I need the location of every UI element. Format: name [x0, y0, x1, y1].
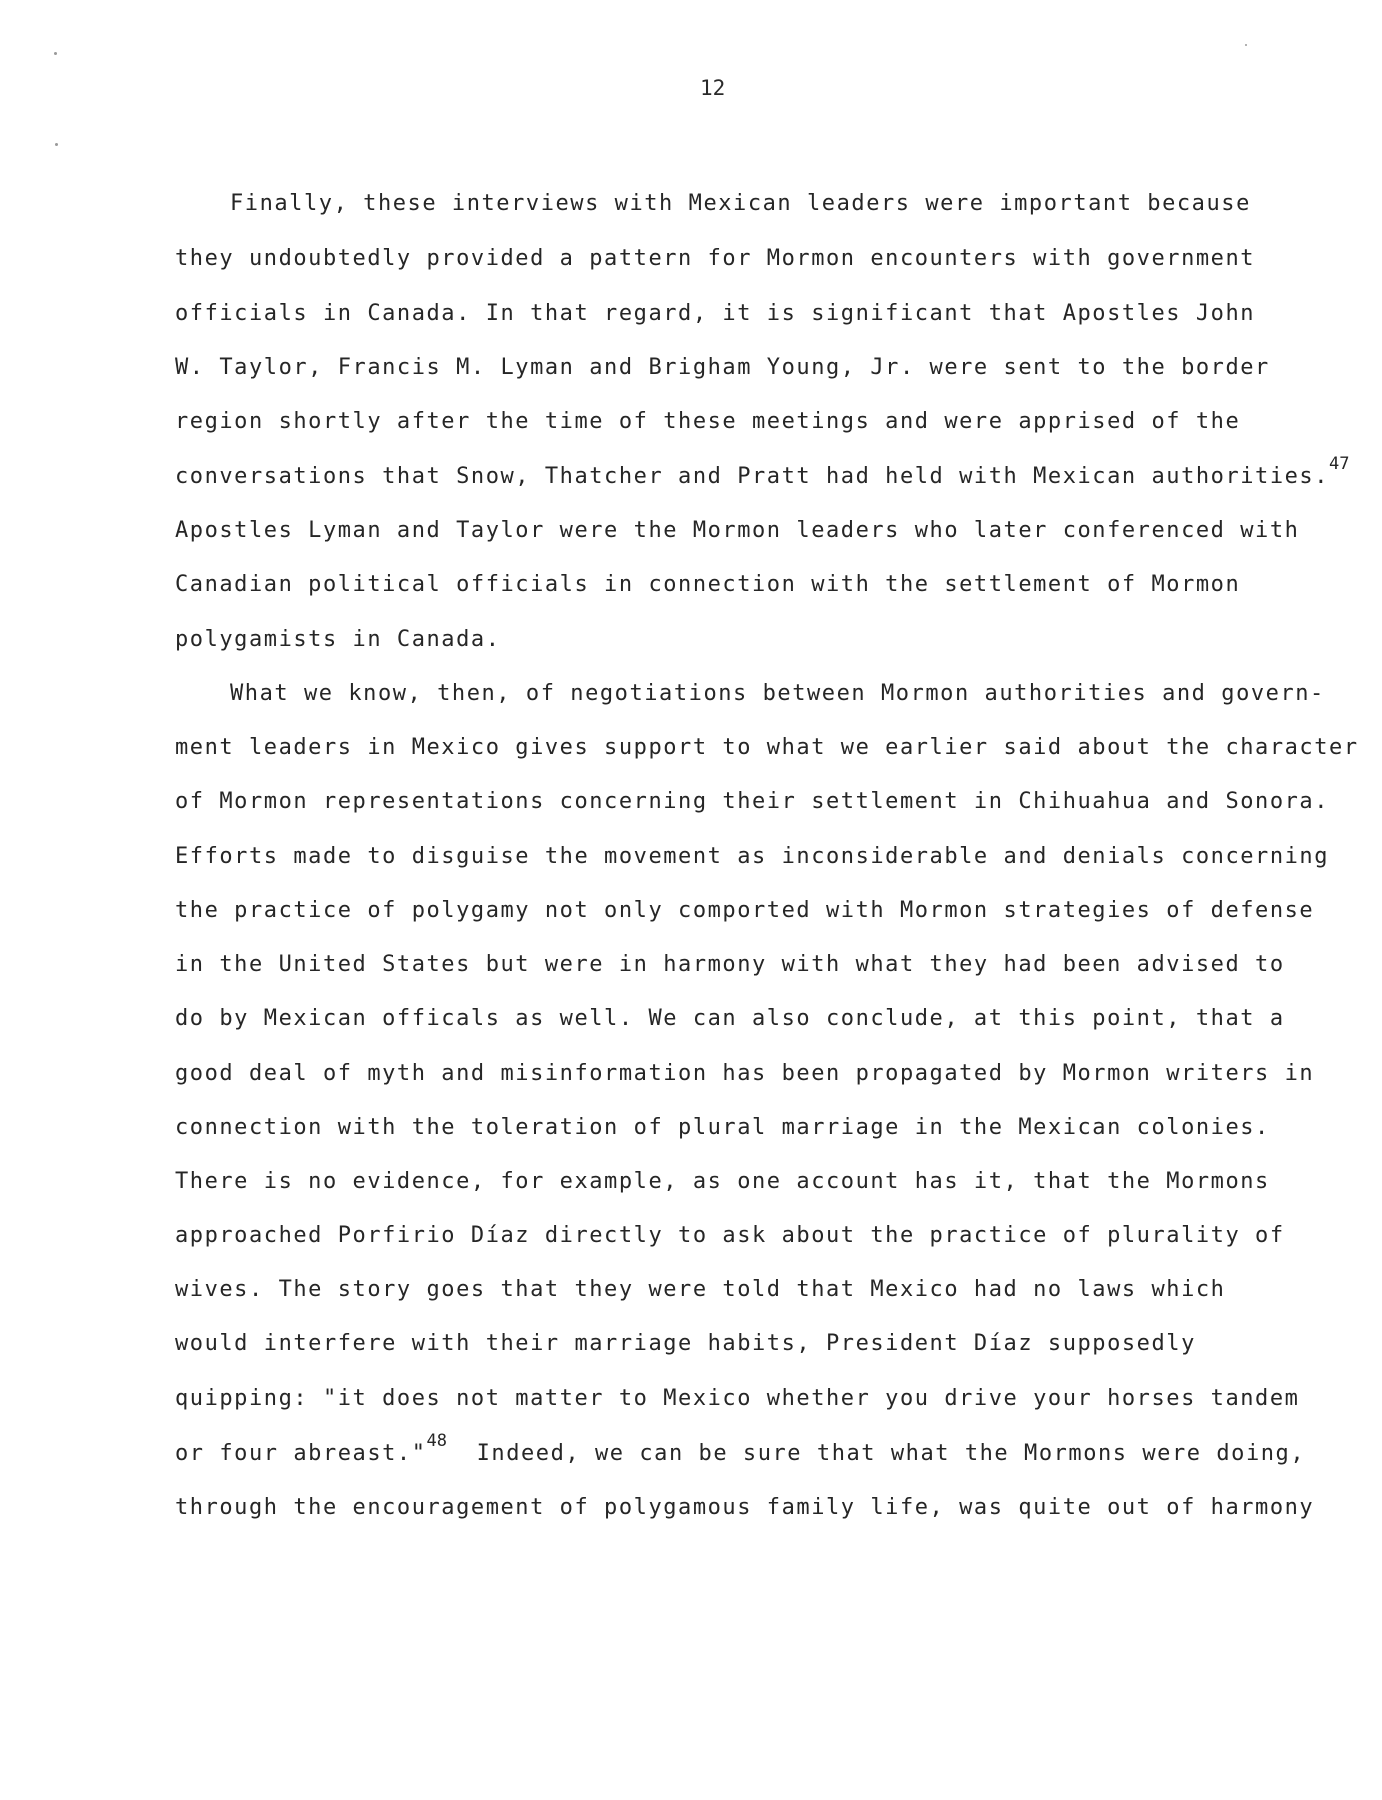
paragraph-2-line-12: wives. The story goes that they were told that Mexico had no laws which — [175, 1277, 1226, 1302]
paragraph-2-line-7: do by Mexican officals as well. We can also conclude, at this point, that a — [175, 1006, 1285, 1031]
paragraph-2-line-14: quipping: "it does not matter to Mexico whether you drive your horses tandem — [175, 1386, 1300, 1411]
paragraph-2-line-4: Efforts made to disguise the movement as inconsiderable and denials concerning — [175, 844, 1330, 869]
paragraph-2-line-10: There is no evidence, for example, as one account has it, that the Mormons — [175, 1169, 1270, 1194]
footnote-47: 47 — [1329, 454, 1350, 474]
paragraph-2-line-3: of Mormon representations concerning their settlement in Chihuahua and Sonora. — [175, 789, 1330, 814]
footnote-48: 48 — [426, 1431, 448, 1451]
paragraph-2-line-1: What we know, then, of negotiations between Mormon authorities and govern- — [230, 681, 1325, 706]
paragraph-2-line-15-start: or four abreast." — [175, 1441, 427, 1466]
paragraph-1-line-1: Finally, these interviews with Mexican leaders were important because — [230, 191, 1251, 216]
page-number: 12 — [700, 76, 726, 100]
paragraph-1-line-4: W. Taylor, Francis M. Lyman and Brigham Young, Jr. were sent to the border — [175, 355, 1270, 380]
scan-speck — [1245, 44, 1247, 46]
paragraph-2-line-13: would interfere with their marriage habits, President Díaz supposedly — [175, 1331, 1196, 1356]
paragraph-2-line-15-end: Indeed, we can be sure that what the Mormons were doing, — [447, 1441, 1306, 1466]
paragraph-2-line-8: good deal of myth and misinformation has been propagated by Mormon writers in — [175, 1061, 1315, 1086]
paragraph-2-line-2: ment leaders in Mexico gives support to what we earlier said about the character — [175, 735, 1359, 760]
paragraph-2-line-16: through the encouragement of polygamous family life, was quite out of harmony — [175, 1495, 1315, 1520]
paragraph-2-line-5: the practice of polygamy not only comported with Mormon strategies of defense — [175, 898, 1315, 923]
paragraph-2-line-15 — [175, 1431, 1306, 1469]
paragraph-1-line-5: region shortly after the time of these meetings and were apprised of the — [175, 409, 1241, 434]
paragraph-1-line-7: Apostles Lyman and Taylor were the Mormon leaders who later conferenced with — [175, 518, 1300, 543]
paragraph-1-line-3: officials in Canada. In that regard, it is significant that Apostles John — [175, 301, 1256, 326]
paragraph-2-line-6: in the United States but were in harmony with what they had been advised to — [175, 952, 1285, 977]
paragraph-1-line-6-text: conversations that Snow, Thatcher and Pratt had held with Mexican authorities. — [175, 464, 1330, 489]
scan-speck — [55, 143, 58, 146]
paragraph-2-line-11: approached Porfirio Díaz directly to ask about the practice of plurality of — [175, 1223, 1285, 1248]
scan-speck — [54, 52, 57, 55]
paragraph-2-line-9: connection with the toleration of plural marriage in the Mexican colonies. — [175, 1115, 1270, 1140]
paragraph-1-line-6 — [175, 454, 1350, 492]
paragraph-1-line-8: Canadian political officials in connection with the settlement of Mormon — [175, 572, 1241, 597]
paragraph-1-line-9: polygamists in Canada. — [175, 627, 501, 652]
paragraph-1-line-2: they undoubtedly provided a pattern for Mormon encounters with government — [175, 246, 1256, 271]
